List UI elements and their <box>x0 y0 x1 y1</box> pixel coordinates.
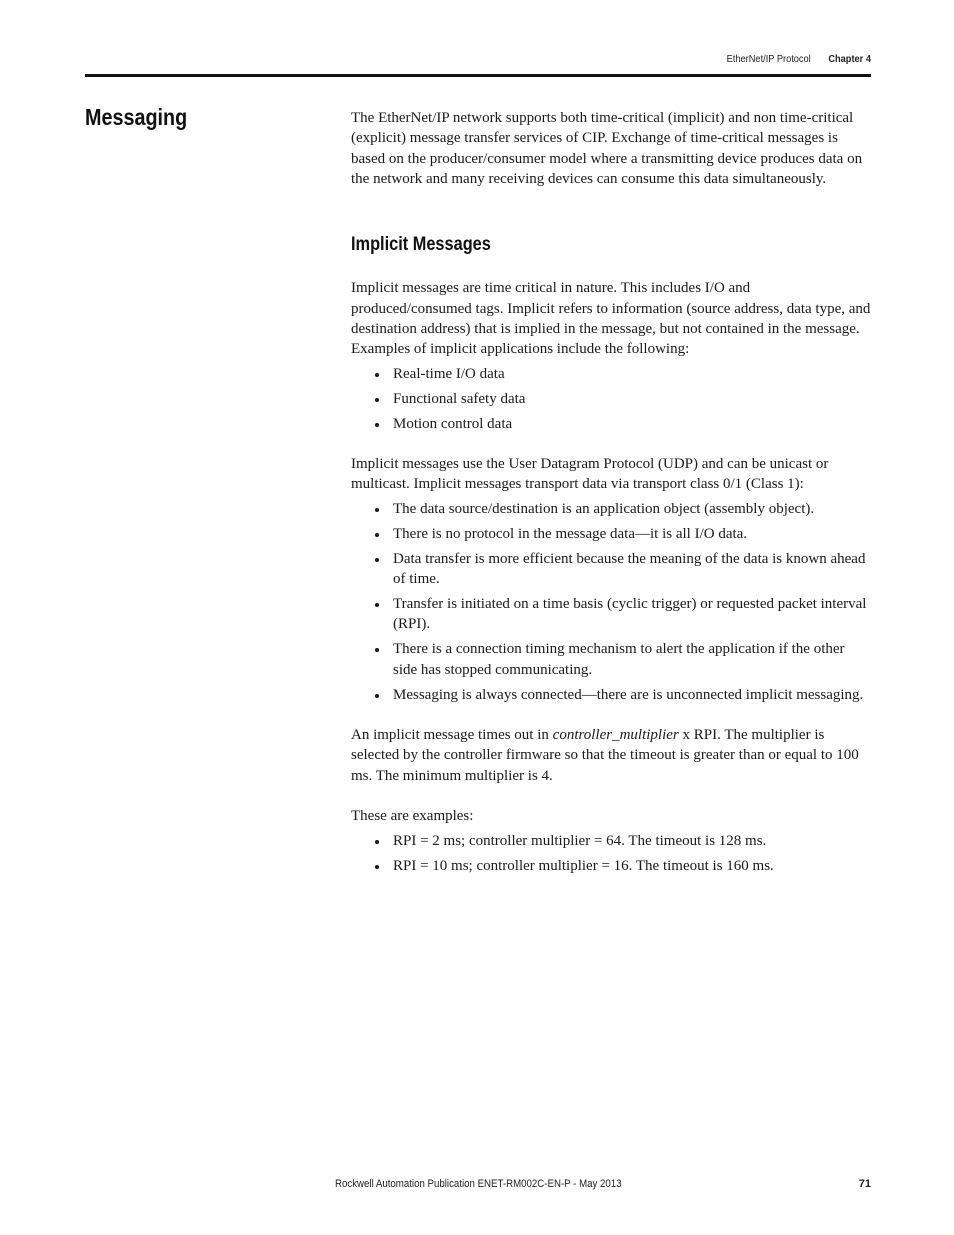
implicit-paragraph-2: Implicit messages use the User Datagram Protocol (UDP) and can be unicast or multicast. Implicit messages transport data via transport class 0/1 (Class 1): <box>351 455 829 492</box>
implicit-applications-list <box>351 364 871 434</box>
section-title: Messaging <box>85 104 188 130</box>
intro-paragraph: The EtherNet/IP network supports both time-critical (implicit) and non time-critical (explicit) message transfer services of CIP. Exchange of time-critical messages is based on the producer/consumer model where a transmitting device produces data on the network and many receiving devices can consume this data simultaneously. <box>351 110 863 187</box>
page-number: 71 <box>858 1178 871 1190</box>
list-item: Data transfer is more efficient because the meaning of the data is known ahead of time. <box>351 549 871 590</box>
timeout-text-post: x RPI. The multiplier is selected by the controller firmware so that the timeout is greater than or equal to 100 ms. The minimum multiplier is 4. <box>351 727 859 784</box>
timeout-text-pre: An implicit message times out in <box>351 727 553 744</box>
list-item: Motion control data <box>351 414 871 434</box>
header-rule <box>85 74 871 77</box>
header-chapter: Chapter 4 <box>828 53 871 65</box>
implicit-paragraph-3 <box>351 725 871 786</box>
main-content <box>351 108 871 876</box>
list-item: The data source/destination is an application object (assembly object). <box>351 499 871 519</box>
publication-info: Rockwell Automation Publication ENET-RM002C-EN-P - May 2013 <box>335 1178 622 1190</box>
list-item: Transfer is initiated on a time basis (cyclic trigger) or requested packet interval (RPI). <box>351 594 871 635</box>
list-item: Real-time I/O data <box>351 364 871 384</box>
running-header <box>727 53 871 65</box>
controller-multiplier-term: controller_multiplier <box>552 727 679 744</box>
list-item: RPI = 10 ms; controller multiplier = 16. The timeout is 160 ms. <box>351 856 871 876</box>
list-item: Functional safety data <box>351 389 871 409</box>
list-item: There is a connection timing mechanism to alert the application if the other side has stopped communicating. <box>351 639 871 680</box>
implicit-paragraph-4: These are examples: <box>351 807 474 824</box>
implicit-characteristics-list <box>351 499 871 705</box>
header-section: EtherNet/IP Protocol <box>726 53 811 65</box>
list-item: There is no protocol in the message data—it is all I/O data. <box>351 524 871 544</box>
implicit-paragraph-1: Implicit messages are time critical in nature. This includes I/O and produced/consumed tags. Implicit refers to information (source address, data type, and destination address) that is implied in the message, but not contained in the message. Examples of implicit applications include the following: <box>351 280 871 358</box>
list-item: Messaging is always connected—there are is unconnected implicit messaging. <box>351 685 871 705</box>
implicit-messages-heading: Implicit Messages <box>351 234 491 256</box>
timeout-examples-list <box>351 831 871 876</box>
list-item: RPI = 2 ms; controller multiplier = 64. The timeout is 128 ms. <box>351 831 871 851</box>
